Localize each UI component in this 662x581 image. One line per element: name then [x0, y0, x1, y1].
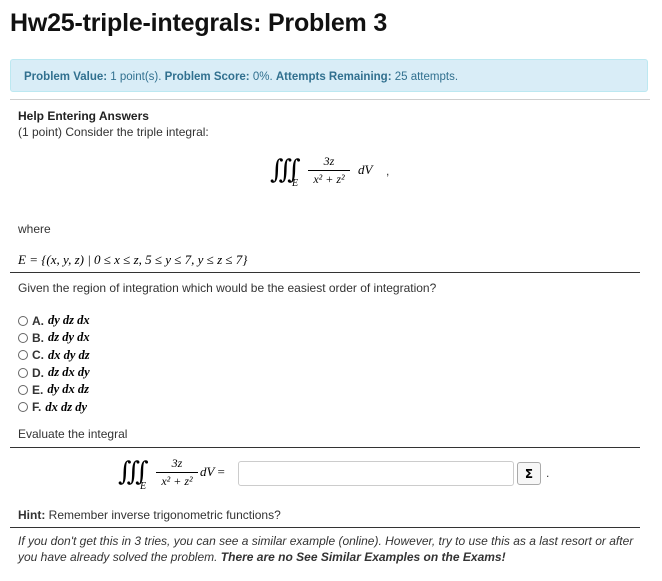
- differential: dV: [358, 162, 373, 177]
- option-b[interactable]: [18, 329, 90, 346]
- option-letter: B.: [32, 330, 44, 345]
- option-f[interactable]: [18, 398, 90, 415]
- similar-example-note: [18, 533, 648, 565]
- option-c[interactable]: [18, 347, 90, 364]
- equals-sign: =: [217, 464, 225, 479]
- problem-score-label: Problem Score:: [164, 71, 250, 83]
- integrand-numerator: 3z: [308, 154, 350, 171]
- integrand-numerator: 3z: [156, 456, 198, 473]
- attempts-remaining-label: Attempts Remaining:: [275, 71, 392, 83]
- option-e[interactable]: [18, 381, 90, 398]
- attempts-remaining: 25 attempts.: [394, 71, 459, 83]
- where-label: where: [18, 222, 51, 236]
- radio-button[interactable]: [18, 350, 28, 360]
- order-question: Given the region of integration which would be the easiest order of integration?: [18, 281, 437, 295]
- radio-button[interactable]: [18, 402, 28, 412]
- problem-info-banner: [10, 59, 648, 92]
- integral-trailing-comma: ,: [386, 164, 390, 178]
- problem-intro: (1 point) Consider the triple integral:: [18, 125, 209, 139]
- option-d[interactable]: [18, 364, 90, 381]
- region-definition: E = {(x, y, z) | 0 ≤ x ≤ z, 5 ≤ y ≤ 7, y ≤ z ≤ 7}: [18, 252, 248, 267]
- integral-domain: E: [140, 481, 147, 492]
- option-order: dz dx dy: [48, 365, 90, 380]
- divider: [10, 272, 640, 273]
- differential: dV: [200, 464, 215, 479]
- divider: [10, 527, 640, 528]
- triple-integral-symbol: ∭: [270, 155, 291, 185]
- option-letter: E.: [32, 382, 44, 397]
- option-order: dy dz dx: [48, 313, 90, 328]
- option-letter: A.: [32, 313, 44, 328]
- hint-text: Remember inverse trigonometric functions?: [48, 508, 281, 522]
- answer-input[interactable]: [238, 461, 514, 486]
- integrand-fraction: [308, 154, 350, 187]
- evaluate-integral-display: [118, 453, 236, 499]
- option-order: dx dz dy: [45, 399, 88, 414]
- help-entering-answers-link[interactable]: Help Entering Answers: [18, 109, 149, 123]
- page-title: Hw25-triple-integrals: Problem 3: [10, 9, 388, 37]
- radio-button[interactable]: [18, 316, 28, 326]
- note-text: If you don't get this in 3 tries, you can see a similar example (online). However, try to use this as a last resort or after you have already solved the problem.: [18, 534, 634, 564]
- integrand-fraction: [156, 456, 198, 489]
- option-order: dx dy dz: [48, 347, 90, 362]
- equation-editor-button[interactable]: Σ: [517, 462, 541, 485]
- divider: [10, 99, 650, 100]
- integrand-denominator: x² + z²: [161, 474, 193, 488]
- hint-label: Hint:: [18, 508, 46, 522]
- problem-value-label: Problem Value:: [24, 71, 108, 83]
- option-order: dy dx dz: [47, 382, 90, 397]
- radio-button[interactable]: [18, 368, 28, 378]
- triple-integral-display: [270, 150, 420, 196]
- evaluate-label: Evaluate the integral: [18, 427, 128, 441]
- integrand-denominator: x² + z²: [313, 172, 345, 186]
- note-bold-text: There are no See Similar Examples on the Exams!: [220, 550, 506, 564]
- option-letter: C.: [32, 348, 44, 363]
- option-letter: F.: [32, 400, 42, 415]
- radio-button[interactable]: [18, 333, 28, 343]
- trailing-period: .: [546, 466, 550, 480]
- divider: [10, 447, 640, 448]
- option-a[interactable]: [18, 312, 90, 329]
- problem-score: 0%.: [252, 71, 273, 83]
- triple-integral-symbol: ∭: [118, 457, 139, 487]
- order-options: [18, 312, 90, 416]
- option-order: dz dy dx: [48, 330, 90, 345]
- hint: [18, 508, 281, 522]
- problem-value: 1 point(s).: [110, 71, 162, 83]
- option-letter: D.: [32, 365, 44, 380]
- differential-equals: [200, 464, 225, 480]
- integral-domain: E: [292, 178, 299, 189]
- radio-button[interactable]: [18, 385, 28, 395]
